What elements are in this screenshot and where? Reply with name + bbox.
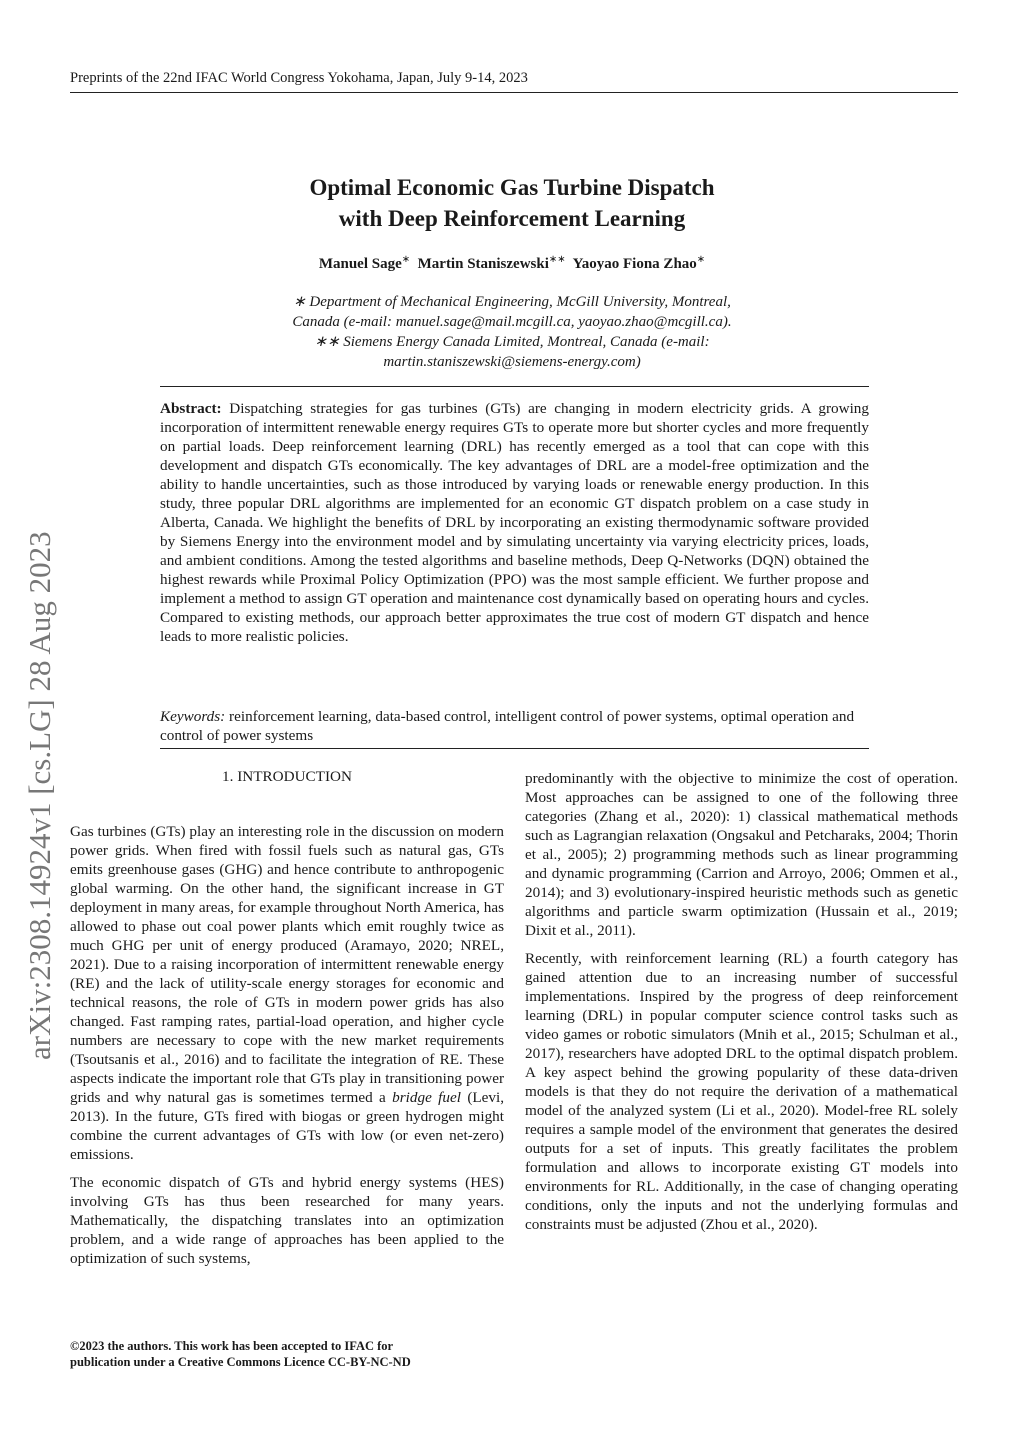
abstract-text: Dispatching strategies for gas turbines (GTs) are changing in modern electricity grids. A growing incorporation of intermittent renewable energy requires GTs to operate more but shorter cycles and more frequently on partial loads. Deep reinforcement learning (DRL) has recently emerged as a tool that can cope with this development and dispatch GTs economically. The key advantages of DRL are a model-free optimization and the ability to handle uncertainties, such as those introduced by varying loads or renewable energy production. In this study, three popular DRL algorithms are implemented for an economic GT dispatch problem on a case study in Alberta, Canada. We highlight the benefits of DRL by incorporating an existing thermodynamic software provided by Siemens Energy into the environment model and by simulating uncertainty via varying electricity prices, loads, and ambient conditions. Among the tested algorithms and baseline methods, Deep Q-Networks (DQN) obtained the highest rewards while Proximal Policy Optimization (PPO) was the most sample efficient. We further propose and implement a method to assign GT operation and maintenance cost dynamically based on operating hours and cycles. Compared to existing methods, our approach better approximates the true cost of modern GT dispatch and hence leads to more realistic policies. (160, 400, 869, 645)
abstract (160, 399, 869, 646)
copyright-line: ©2023 the authors. This work has been accepted to IFAC for (70, 1339, 394, 1353)
author-name: Manuel Sage (318, 256, 402, 272)
paragraph: The economic dispatch of GTs and hybrid energy systems (HES) involving GTs has thus been researched for many years. Mathematically, the dispatching translates into an optimization problem, and a wide range of approaches has been applied to the optimization of such systems, (70, 1174, 504, 1267)
title-line-2: with Deep Reinforcement Learning (338, 206, 686, 231)
emphasis-text: bridge fuel (392, 1089, 461, 1106)
copyright-line: publication under a Creative Commons Licence CC-BY-NC-ND (70, 1355, 411, 1369)
affiliation-line: ∗∗ Siemens Energy Canada Limited, Montreal, Canada (e-mail: (314, 334, 710, 350)
section-heading: 1. INTRODUCTION (222, 768, 352, 785)
author-name: Yaoyao Fiona Zhao (572, 256, 697, 272)
abstract-label: Abstract: (160, 400, 222, 417)
keywords-bottom-rule (160, 748, 869, 749)
keywords-text: reinforcement learning, data-based control, intelligent control of power systems, optimal operation and control of power systems (160, 708, 855, 744)
copyright-notice (70, 1338, 570, 1370)
affiliation-line: martin.staniszewski@siemens-energy.com) (383, 354, 641, 370)
paragraph: Recently, with reinforcement learning (RL) a fourth category has gained attention due to an increasing number of successful implementations. Inspired by the progress of deep reinforcement learning (DRL) in popular computer science control tasks such as video games or robotic simulators (Mnih et al., 2015; Schulman et al., 2017), researchers have adopted DRL to the optimal dispatch problem. A key aspect behind the growing popularity of these data-driven models is that they do not require the derivation of a mathematical model of the analyzed system (Li et al., 2020). Model-free RL solely requires a sample model of the environment that generates the desired outputs for a set of inputs. This greatly facilitates the problem formulation and allows to incorporate existing GT models into environments for RL. Additionally, in the case of changing operating conditions, only the inputs and not the underlying formulas and constraints must be adjusted (Zhou et al., 2020). (525, 950, 958, 1233)
affiliation-line: ∗ Department of Mechanical Engineering, McGill University, Montreal, (293, 294, 731, 310)
author-name: Martin Staniszewski (417, 256, 549, 272)
keywords-label: Keywords: (160, 708, 226, 725)
affiliation-line: Canada (e-mail: manuel.sage@mail.mcgill.ca, yaoyao.zhao@mcgill.ca). (292, 314, 732, 330)
author-list (160, 254, 864, 273)
paragraph-text: (Levi, 2013). In the future, GTs fired with biogas or green hydrogen might combine the current advantages of GTs with low (or even net-zero) emissions. (70, 1089, 505, 1163)
affiliations (160, 292, 864, 372)
paper-title (160, 172, 864, 234)
title-line-1: Optimal Economic Gas Turbine Dispatch (309, 175, 715, 200)
running-head: Preprints of the 22nd IFAC World Congress Yokohama, Japan, July 9-14, 2023 (70, 70, 958, 93)
keywords (160, 707, 869, 745)
author-mark: ∗ (401, 254, 411, 265)
author-mark: ∗∗ (548, 254, 566, 265)
left-column (70, 822, 504, 1277)
author-mark: ∗ (696, 254, 706, 265)
paragraph-text: Gas turbines (GTs) play an interesting role in the discussion on modern power grids. When fired with fossil fuels such as natural gas, GTs emits greenhouse gases (GHG) and hence contribute to anthropogenic global warming. On the other hand, the significant increase in GT deployment in many areas, for example throughout North America, has allowed to phase out coal power plants which emit roughly twice as much GHG per unit of energy produced (Aramayo, 2020; NREL, 2021). Due to a raising incorporation of intermittent renewable energy (RE) and the lack of utility-scale energy storages for economic and technical reasons, the role of GTs in modern power grids has also changed. Fast ramping rates, partial-load operation, and higher cycle numbers are necessary to cope with the new market requirements (Tsoutsanis et al., 2016) and to facilitate the integration of RE. These aspects indicate the important role that GTs play in transitioning power grids and why natural gas is sometimes termed a (70, 823, 504, 1106)
paragraph (70, 822, 504, 1164)
abstract-top-rule (160, 386, 869, 387)
arxiv-stamp[interactable]: arXiv:2308.14924v1 [cs.LG] 28 Aug 2023 (22, 531, 57, 1060)
right-column (525, 769, 958, 1243)
paragraph: predominantly with the objective to minimize the cost of operation. Most approaches can be assigned to one of the following three categories (Zhang et al., 2020): 1) classical mathematical methods such as Lagrangian relaxation (Ongsakul and Petcharaks, 2004; Thorin et al., 2005); 2) programming methods such as linear programming and dynamic programming (Carrion and Arroyo, 2006; Ommen et al., 2014); and 3) evolutionary-inspired heuristic methods such as genetic algorithms and particle swarm optimization (Hussain et al., 2019; Dixit et al., 2011). (525, 770, 958, 939)
